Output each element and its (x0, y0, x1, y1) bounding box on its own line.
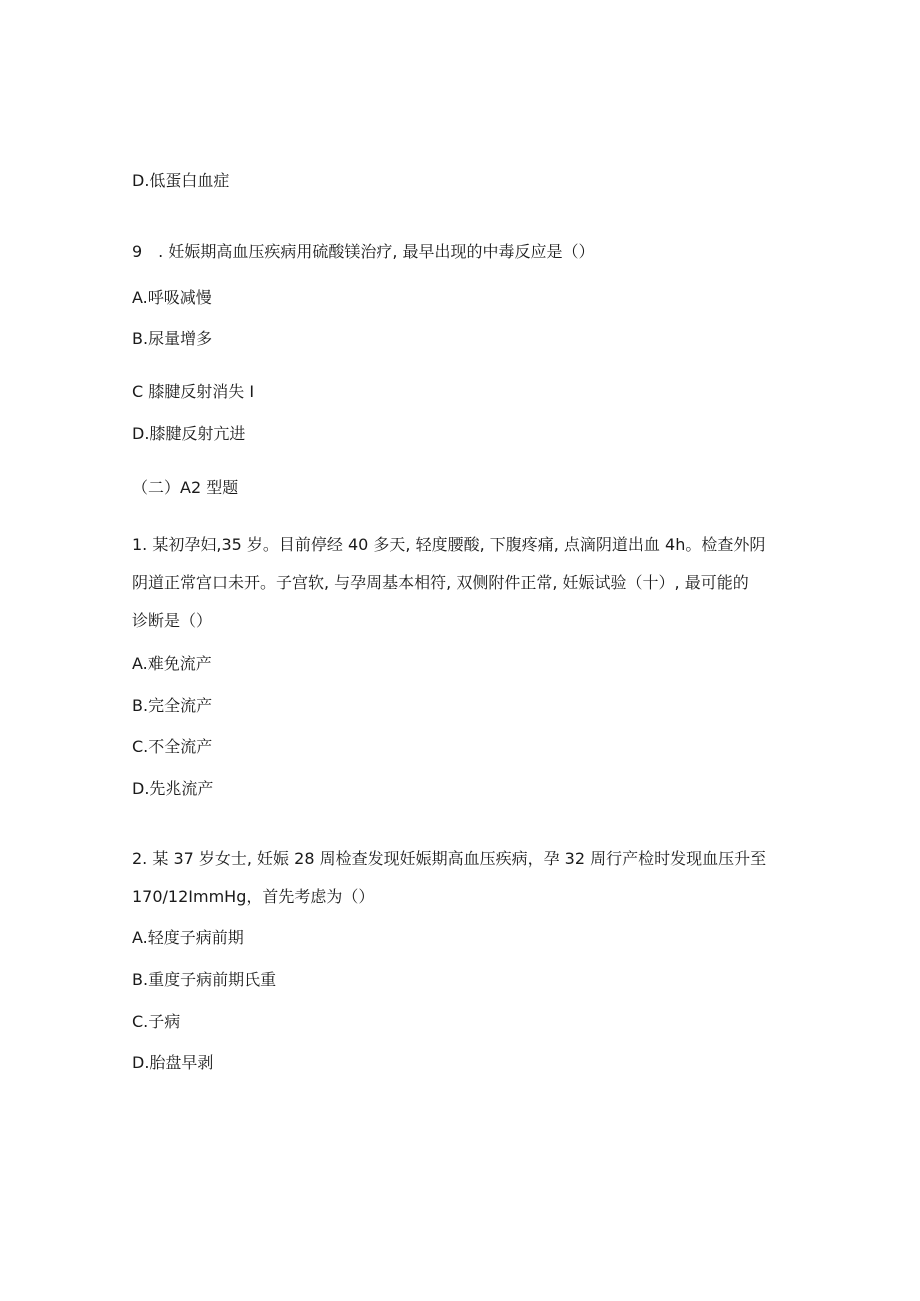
a2-question-1-stem-line: 1. 某初孕妇,35 岁。目前停经 40 多天, 轻度腰酸, 下腹疼痛, 点滴阴道出血 4h。检查外阴 (132, 535, 766, 554)
section-title: （二）A2 型题 (132, 478, 239, 497)
question-9-option-b: B.尿量增多 (132, 329, 213, 348)
a2-question-2-option-b: B.重度子病前期氏重 (132, 970, 277, 989)
a2-question-1-stem-line: 诊断是（） (132, 611, 213, 630)
a2-question-2-stem-line: 170/12ImmHg，首先考虑为（） (132, 887, 375, 906)
question-9-option-c: C 膝腱反射消失 I (132, 382, 255, 401)
question-9-option-d: D.膝腱反射亢进 (132, 424, 246, 443)
a2-question-1-option-b: B.完全流产 (132, 696, 213, 715)
a2-question-2-stem (132, 840, 792, 916)
a2-question-1-option-d: D.先兆流产 (132, 779, 214, 798)
question-9-stem: 9 . 妊娠期高血压疾病用硫酸镁治疗, 最早出现的中毒反应是（） (132, 242, 595, 261)
a2-question-2-option-a: A.轻度子病前期 (132, 928, 244, 947)
a2-question-2-stem-line: 2. 某 37 岁女士, 妊娠 28 周检查发现妊娠期高血压疾病，孕 32 周行产检时发现血压升至 (132, 849, 767, 868)
a2-question-2-option-c: C.子病 (132, 1012, 181, 1031)
a2-question-1-stem (132, 526, 792, 640)
a2-question-1-stem-line: 阴道正常宫口未开。子宫软, 与孕周基本相符, 双侧附件正常, 妊娠试验（十）, 最可能的 (132, 573, 749, 592)
a2-question-2-option-d: D.胎盘早剥 (132, 1053, 214, 1072)
a2-question-1-option-c: C.不全流产 (132, 737, 213, 756)
a2-question-1-option-a: A.难免流产 (132, 654, 212, 673)
question-9-option-a: A.呼吸减慢 (132, 288, 212, 307)
prev-question-option-d: D.低蛋白血症 (132, 171, 230, 190)
